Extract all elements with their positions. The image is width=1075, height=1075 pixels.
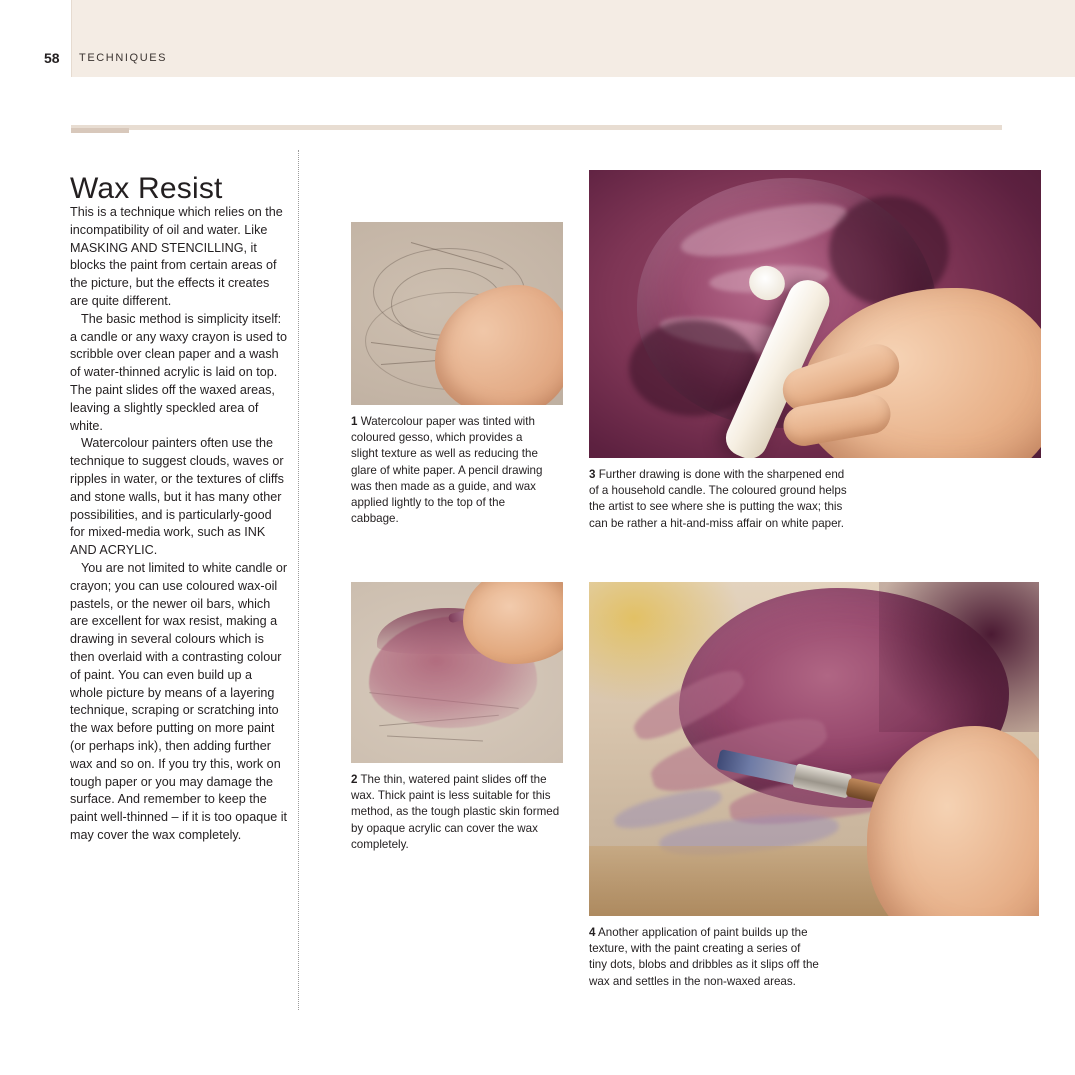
page-header-band bbox=[0, 0, 1075, 77]
figure-2-number: 2 bbox=[351, 773, 358, 786]
hand-in-figure-2 bbox=[463, 582, 563, 664]
section-rule-accent bbox=[71, 128, 129, 133]
header-margin-block bbox=[0, 0, 71, 77]
figure-4 bbox=[589, 582, 1039, 990]
figure-2-caption-text: The thin, watered paint slides off the wax. Thick paint is less suitable for this method, as the tough plastic skin formed by opaque acrylic can cover the wax completely. bbox=[351, 773, 560, 851]
body-paragraph-1: This is a technique which relies on the incompatibility of oil and water. Like MASKING AND STENCILLING, it blocks the paint from certain areas of the picture, but the effects it creates are quite different. bbox=[70, 205, 283, 308]
figure-2 bbox=[351, 582, 563, 853]
figure-3 bbox=[589, 170, 1041, 532]
header-vertical-rule bbox=[71, 0, 72, 77]
body-paragraph-2: The basic method is simplicity itself: a candle or any waxy crayon is used to scribble over clean paper and a wash of water-thinned acrylic is laid on top. The paint slides off the waxed areas, leaving a slightly speckled area of white. bbox=[70, 311, 288, 433]
figure-3-caption-text: Further drawing is done with the sharpened end of a household candle. The coloured ground helps the artist to see where she is putting the wax; this can be rather a hit-and-miss affair on white paper. bbox=[589, 468, 847, 530]
figure-1-image bbox=[351, 222, 563, 405]
column-divider bbox=[298, 150, 300, 1010]
body-paragraph-4: You are not limited to white candle or crayon; you can use coloured wax-oil pastels, or the newer oil bars, which are excellent for wax resist, making a drawing in several colours which is then overlaid with a contrasting colour of paint. You can even build up a whole picture by means of a layering technique, scraping or scratching into the wax before putting on more paint (or perhaps ink), then adding further wax and so on. If you try this, work on tough paper or you may damage the surface. And remember to keep the paint well-thinned – if it is too opaque it may cover the wax completely. bbox=[70, 560, 288, 842]
figure-4-artwork bbox=[589, 582, 1039, 916]
figure-1-number: 1 bbox=[351, 415, 358, 428]
figure-4-number: 4 bbox=[589, 926, 596, 939]
figure-2-caption bbox=[351, 772, 562, 853]
figure-1-caption-text: Watercolour paper was tinted with coloured gesso, which provides a slight texture as well as reducing the glare of white paper. A pencil drawing was then made as a guide, and wax applied lightly to the top of the cabbage. bbox=[351, 415, 543, 526]
figure-1-artwork bbox=[351, 222, 563, 405]
figure-3-number: 3 bbox=[589, 468, 596, 481]
figure-1-caption bbox=[351, 414, 545, 527]
figure-4-caption-text: Another application of paint builds up the texture, with the paint creating a series of tiny dots, blobs and dribbles as it slips off the wax and settles in the non-waxed areas. bbox=[589, 926, 819, 988]
figure-2-artwork bbox=[351, 582, 563, 763]
section-rule bbox=[71, 125, 1002, 130]
page-title: Wax Resist bbox=[70, 172, 223, 206]
running-head: TECHNIQUES bbox=[79, 52, 168, 64]
figure-4-caption bbox=[589, 925, 821, 990]
figure-2-image bbox=[351, 582, 563, 763]
figure-4-image bbox=[589, 582, 1039, 916]
page-number: 58 bbox=[44, 50, 60, 66]
figure-3-caption bbox=[589, 467, 847, 532]
body-text-column bbox=[70, 204, 288, 845]
figure-1 bbox=[351, 222, 563, 527]
body-paragraph-3: Watercolour painters often use the technique to suggest clouds, waves or ripples in water, or the textures of cliffs and stone walls, but it has many other possibilities, and is particularly-good for mixed-media work, such as INK AND ACRYLIC. bbox=[70, 436, 284, 558]
figure-3-artwork bbox=[589, 170, 1041, 458]
figure-3-image bbox=[589, 170, 1041, 458]
